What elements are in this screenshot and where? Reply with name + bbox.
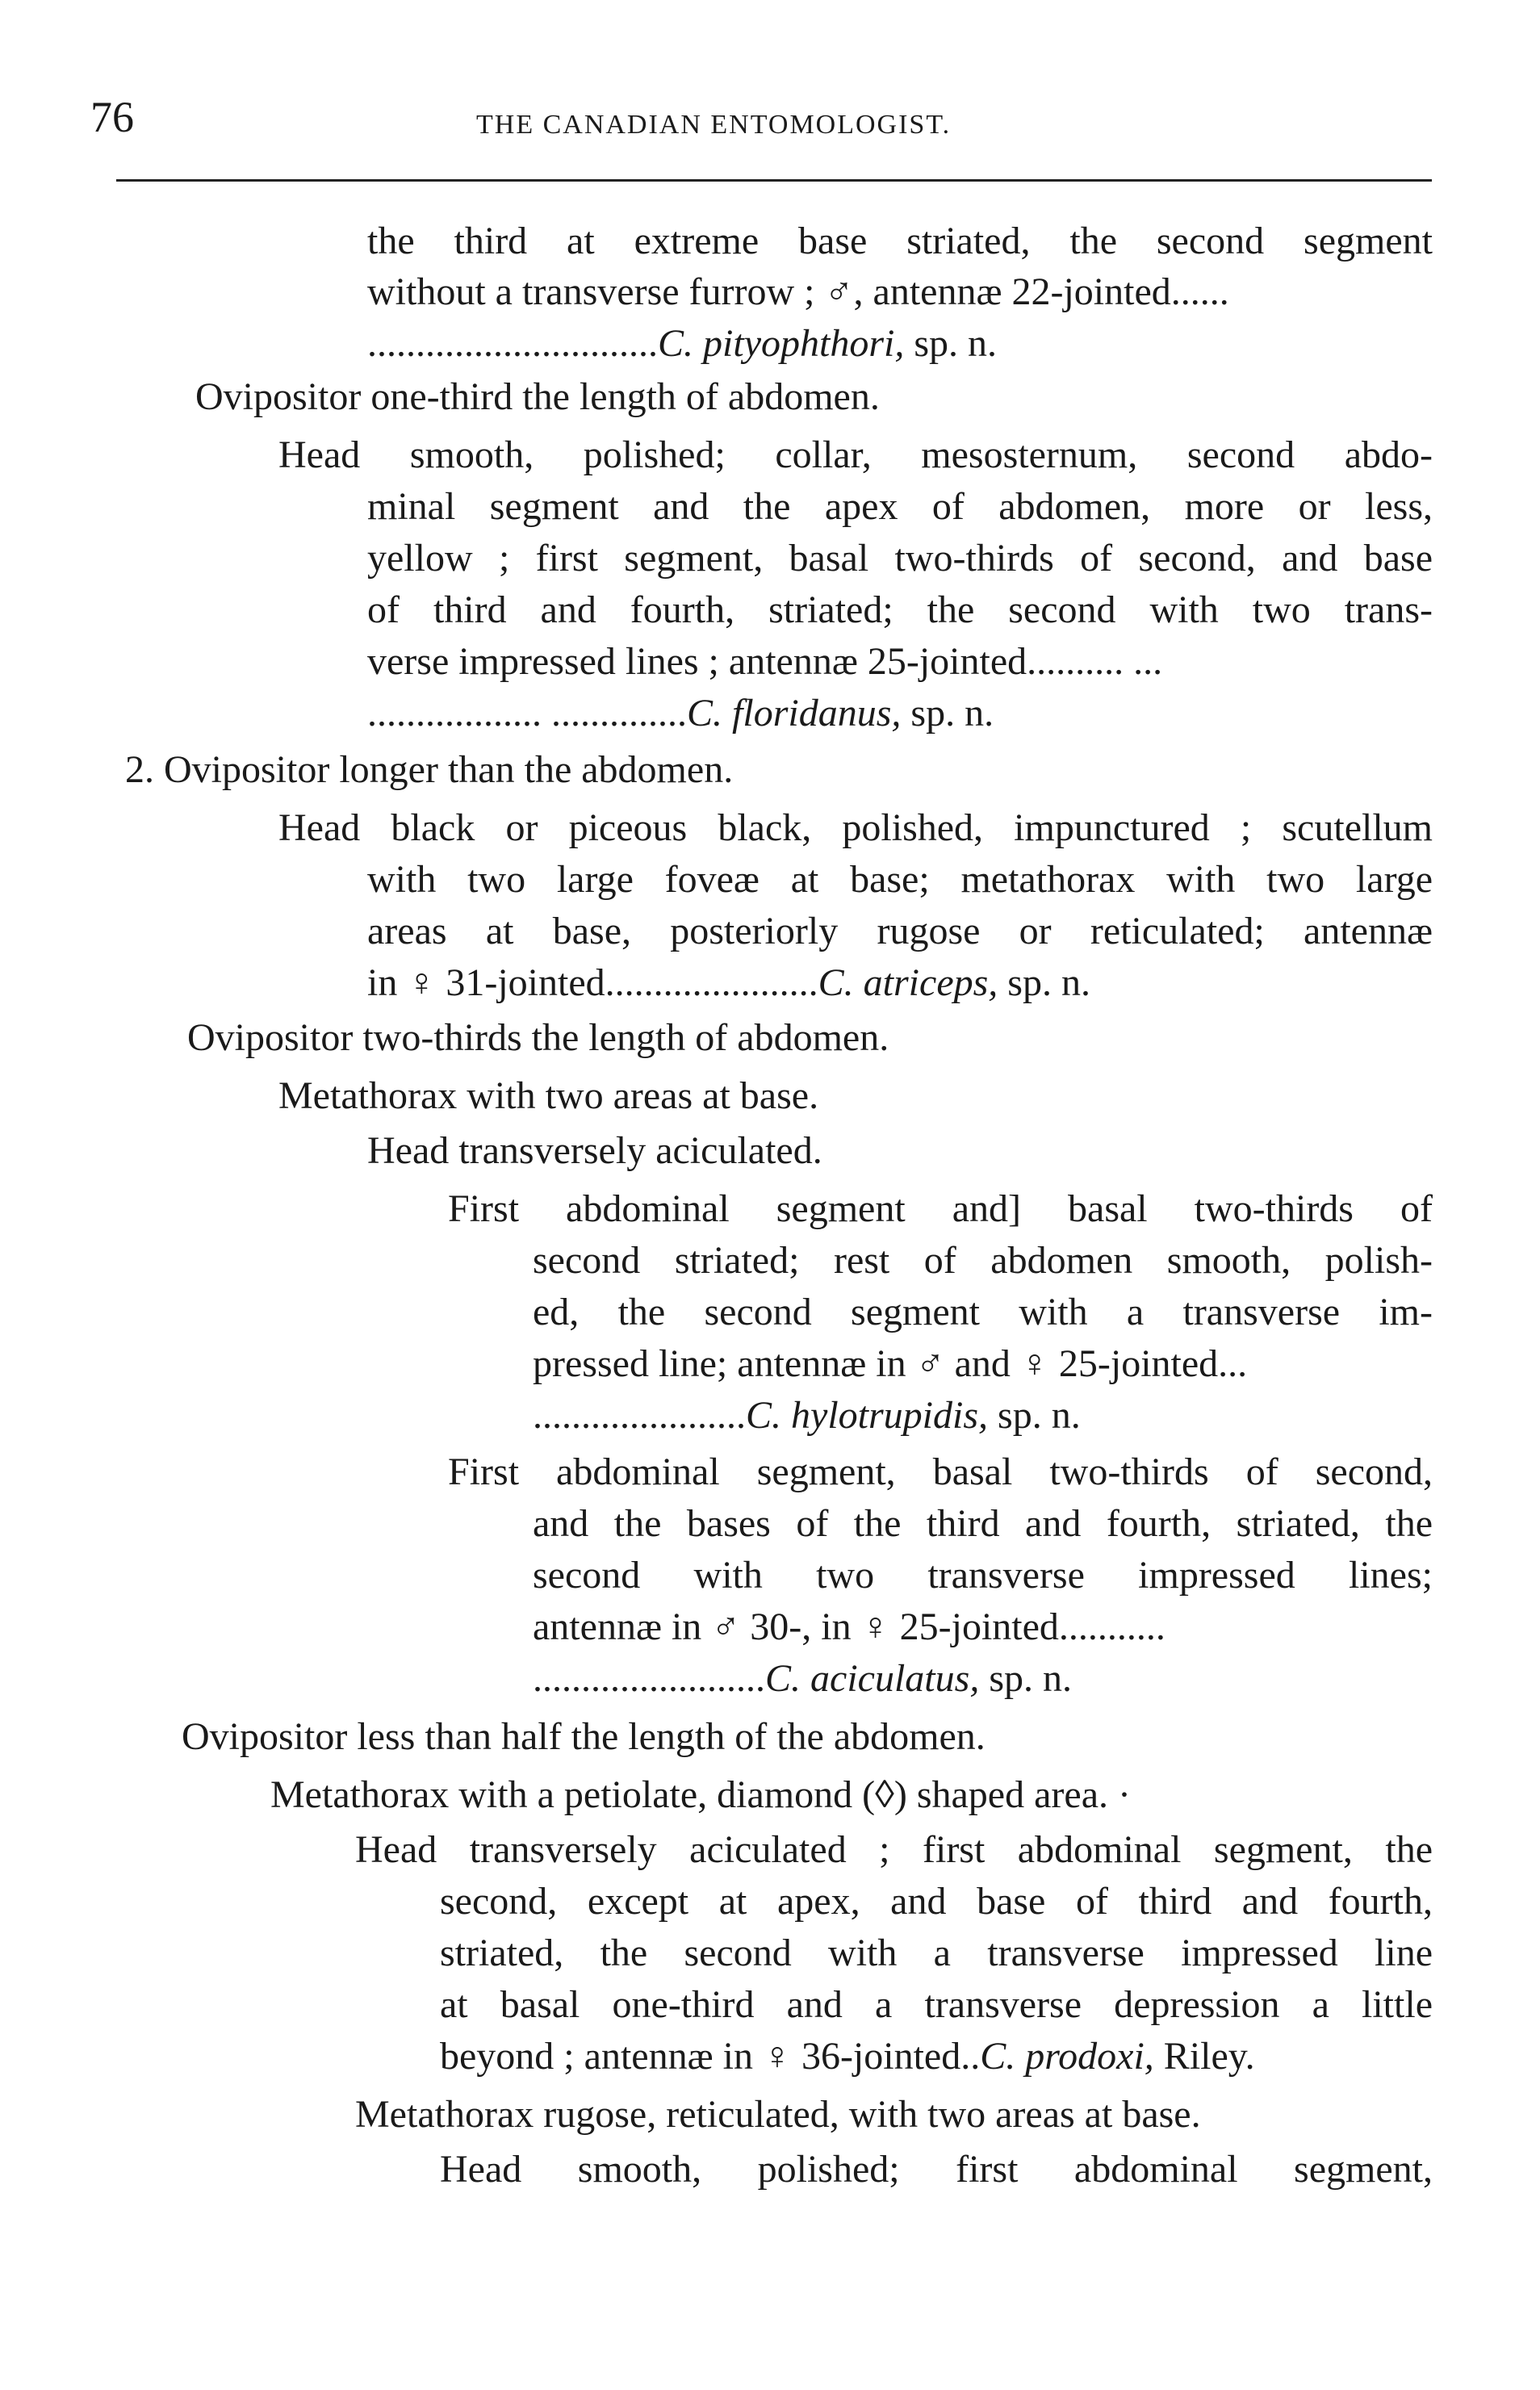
text-line: ed, the second segment with a transverse im- xyxy=(533,1291,1433,1333)
leader-dots: .............................. xyxy=(367,322,658,365)
entry-text: beyond ; antennæ in ♀ 36-jointed.. xyxy=(440,2035,981,2078)
text-line: Ovipositor less than half the length of the abdomen. xyxy=(182,1715,986,1758)
text-line: at basal one-third and a transverse depression a little xyxy=(440,1983,1433,2026)
text-line: without a transverse furrow ; ♂, antennæ 22-jointed...... xyxy=(367,270,1229,313)
text-line: with two large foveæ at base; metathorax with two large xyxy=(367,858,1433,901)
key-entry-line xyxy=(367,961,1090,1004)
species-suffix: sp. n. xyxy=(914,322,998,365)
species-name: C. hylotrupidis, xyxy=(746,1394,989,1437)
entry-text: in ♀ 31-jointed...................... xyxy=(367,961,818,1004)
text-line: second with two transverse impressed lines; xyxy=(533,1554,1433,1597)
text-line: and the bases of the third and fourth, striated, the xyxy=(533,1502,1433,1545)
text-line: Ovipositor two-thirds the length of abdomen. xyxy=(187,1016,889,1059)
text-line: second striated; rest of abdomen smooth, polish- xyxy=(533,1239,1433,1282)
key-entry-line xyxy=(367,694,994,733)
key-entry-line xyxy=(533,1657,1072,1700)
text-line: Metathorax rugose, reticulated, with two areas at base. xyxy=(355,2093,1201,2136)
text-line: minal segment and the apex of abdomen, more or less, xyxy=(367,485,1433,528)
species-name: C. pityophthori, xyxy=(658,322,905,365)
text-line: Metathorax with a petiolate, diamond (◊) shaped area. · xyxy=(270,1773,1131,1816)
text-line: areas at base, posteriorly rugose or reticulated; antennæ xyxy=(367,910,1433,952)
text-line: Head black or piceous black, polished, impunctured ; scutellum xyxy=(278,806,1433,849)
text-line: Head smooth, polished; collar, mesosternum, second abdo- xyxy=(278,433,1433,476)
text-line: First abdominal segment, basal two-thirds of second, xyxy=(448,1450,1433,1493)
text-line: First abdominal segment and] basal two-thirds of xyxy=(448,1187,1433,1230)
species-name: C. atriceps, xyxy=(818,961,998,1004)
species-suffix: sp. n. xyxy=(998,1394,1081,1437)
running-title: THE CANADIAN ENTOMOLOGIST. xyxy=(476,110,952,140)
text-line: Head transversely aciculated. xyxy=(367,1129,822,1172)
species-name: C. floridanus, xyxy=(687,692,902,735)
key-entry-line xyxy=(440,2037,1255,2076)
header-rule xyxy=(116,179,1432,182)
text-line: the third at extreme base striated, the second segment xyxy=(367,220,1433,262)
leader-dots: ........................ xyxy=(533,1657,765,1700)
species-suffix: sp. n. xyxy=(910,692,994,735)
species-suffix: sp. n. xyxy=(989,1657,1072,1700)
text-line: yellow ; first segment, basal two-thirds of second, and base xyxy=(367,537,1433,580)
text-line: striated, the second with a transverse impressed line xyxy=(440,1932,1433,1974)
text-line: Head transversely aciculated ; first abdominal segment, the xyxy=(355,1828,1433,1871)
species-name: C. aciculatus, xyxy=(765,1657,980,1700)
species-suffix: sp. n. xyxy=(1007,961,1090,1004)
leader-dots: .................. .............. xyxy=(367,692,687,735)
text-line: Head smooth, polished; first abdominal segment, xyxy=(440,2148,1433,2191)
text-line: antennæ in ♂ 30-, in ♀ 25-jointed........... xyxy=(533,1605,1165,1648)
key-entry-line xyxy=(533,1396,1081,1435)
text-line: second, except at apex, and base of third and fourth, xyxy=(440,1880,1433,1923)
leader-dots: ...................... xyxy=(533,1394,746,1437)
text-line: Metathorax with two areas at base. xyxy=(278,1074,819,1117)
text-line: 2. Ovipositor longer than the abdomen. xyxy=(125,748,734,791)
species-name: C. prodoxi, xyxy=(980,2035,1154,2078)
text-line: Ovipositor one-third the length of abdomen. xyxy=(195,375,880,418)
key-entry-line xyxy=(367,324,997,363)
text-line: pressed line; antennæ in ♂ and ♀ 25-jointed... xyxy=(533,1342,1248,1385)
page-number: 76 xyxy=(90,93,134,141)
text-line: verse impressed lines ; antennæ 25-jointed.......... ... xyxy=(367,640,1163,683)
species-suffix: Riley. xyxy=(1163,2035,1255,2078)
text-line: of third and fourth, striated; the second with two trans- xyxy=(367,588,1433,631)
